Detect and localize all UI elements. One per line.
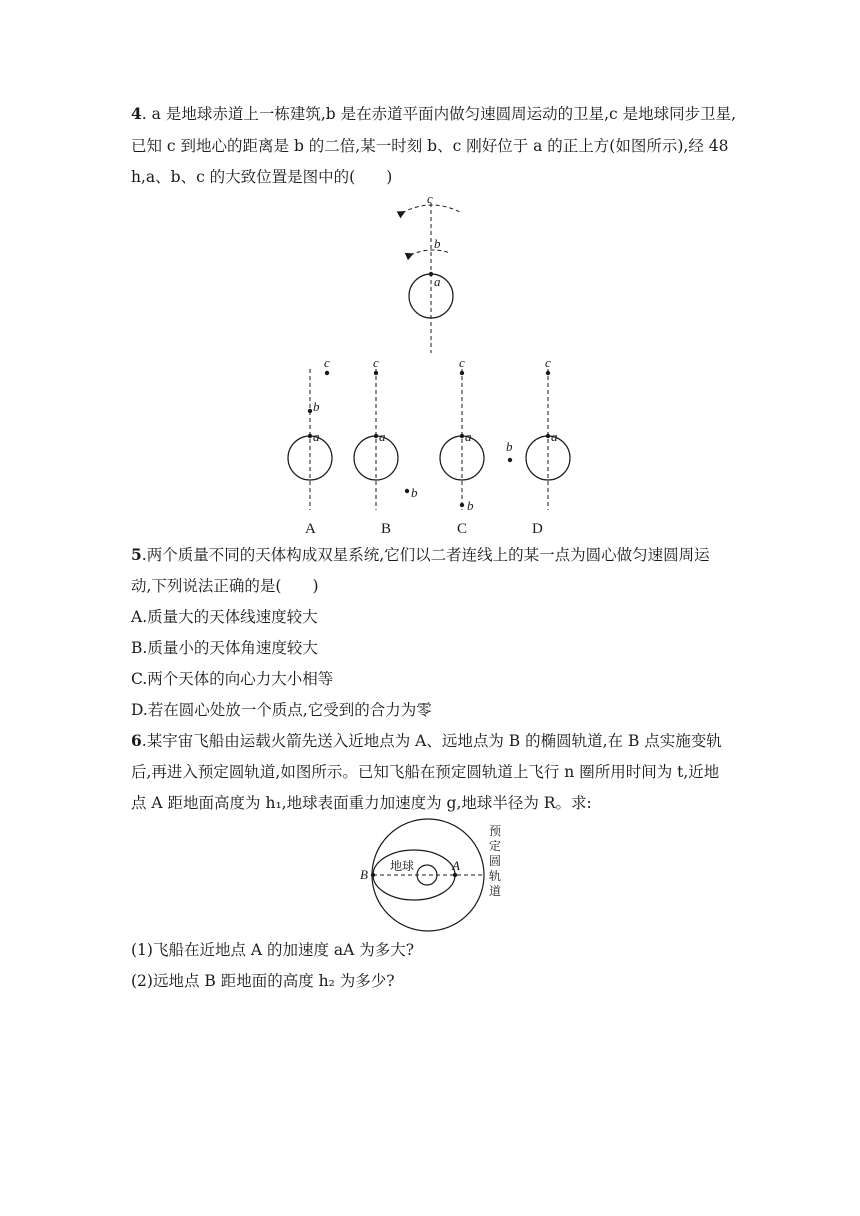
q4-text-1: . a 是地球赤道上一栋建筑,b 是在赤道平面内做匀速圆周运动的卫星,c 是地球同步卫星, [141,105,737,123]
q4-option-a-diagram [288,355,332,537]
q4-c-orbit-arc [402,205,462,213]
q4-point-a [429,272,433,276]
q4-option-d-label: D [532,521,543,537]
q5-choice-a: A.质量大的天体线速度较大 [131,608,318,626]
q4-option-d-diagram [506,355,570,537]
q4-c-label-c: c [459,355,465,370]
q4-d-label-b: b [506,439,513,454]
q4-options-figure [280,355,580,540]
q5-choice-d: D.若在圆心处放一个质点,它受到的合力为零 [131,701,432,719]
q4-label-c: c [427,191,433,206]
q4-number: 4 [131,104,142,123]
q4-line-1 [131,104,741,124]
q5-line-2: 动,下列说法正确的是( ) [131,577,319,595]
q6-label-a: A [452,858,460,873]
q4-option-c-diagram [440,355,484,537]
q6-orbit-char-3: 圆 [489,854,502,868]
q4-label-a: a [434,274,441,289]
q5-text-1: .两个质量不同的天体构成双星系统,它们以二者连线上的某一点为圆心做匀速圆周运 [141,546,710,564]
q6-orbit-figure [355,818,515,936]
q6-earth [417,865,437,885]
q5-choice-b: B.质量小的天体角速度较大 [131,639,318,657]
q6-line-2: 后,再进入预定圆轨道,如图所示。已知飞船在预定圆轨道上飞行 n 圈所用时间为 t,近地 [131,763,720,781]
q6-earth-label: 地球 [390,859,415,873]
q4-a-label-c: c [324,355,330,370]
q6-number: 6 [131,731,142,750]
q6-label-b: B [360,867,368,882]
q6-orbit-char-4: 轨 [489,869,502,883]
q6-line-1 [131,731,741,751]
q4-b-label-c: c [373,355,379,370]
q6-orbit-char-2: 定 [489,839,502,853]
q4-option-a-label: A [305,521,316,537]
q4-c-label-a: a [465,429,472,444]
q4-option-b-diagram [354,355,418,537]
q6-orbit-char-5: 道 [489,884,502,898]
q4-b-orbit-arc [410,250,450,255]
q6-subquestion-1: (1)飞船在近地点 A 的加速度 aA 为多大? [131,941,415,959]
q4-a-label-a: a [313,429,320,444]
q4-label-b: b [434,236,441,251]
q4-line-2: 已知 c 到地心的距离是 b 的二倍,某一时刻 b、c 刚好位于 a 的正上方(如图所示),经 48 [131,137,729,155]
q6-elliptical-orbit [373,850,455,900]
q4-option-b-label: B [381,521,392,537]
q6-text-1: .某宇宙飞船由运载火箭先送入近地点为 A、远地点为 B 的椭圆轨道,在 B 点实施变轨 [141,732,722,750]
q4-b-label-a: a [379,429,386,444]
q4-c-label-b: b [467,498,474,513]
q4-b-label-b: b [411,485,418,500]
q4-main-figure [380,188,490,353]
q5-number: 5 [131,545,142,564]
q4-a-label-b: b [313,399,320,414]
q6-orbit-char-1: 预 [489,824,502,838]
q6-point-a [453,873,457,877]
q4-line-3: h,a、b、c 的大致位置是图中的( ) [131,168,393,186]
q6-line-3: 点 A 距地面高度为 h₁,地球表面重力加速度为 g,地球半径为 R。求: [131,794,592,812]
q4-d-label-c: c [545,355,551,370]
q5-line-1 [131,545,741,565]
q4-option-c-label: C [457,521,468,537]
q5-choice-c: C.两个天体的向心力大小相等 [131,670,334,688]
q6-subquestion-2: (2)远地点 B 距地面的高度 h₂ 为多少? [131,972,395,990]
q6-point-b [371,873,375,877]
q4-d-label-a: a [551,429,558,444]
